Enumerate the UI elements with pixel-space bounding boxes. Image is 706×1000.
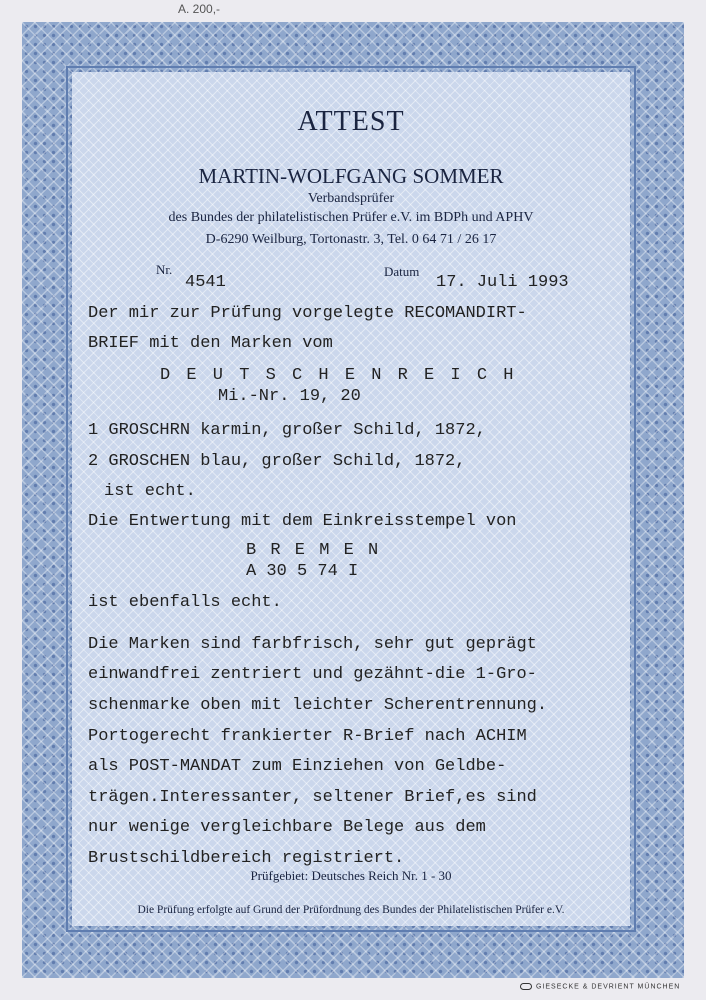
- body-line: BRIEF mit den Marken vom: [88, 334, 333, 353]
- condition-line: Portogerecht frankierter R-Brief nach ACHIM: [88, 727, 527, 746]
- condition-line: schenmarke oben mit leichter Scherentrennung.: [88, 696, 548, 715]
- condition-line: trägen.Interessanter, seltener Brief,es sind: [88, 788, 537, 807]
- certificate-number-label: Nr.: [156, 262, 173, 277]
- certificate-number: 4541: [185, 273, 226, 292]
- examiner-name: MARTIN-WOLFGANG SOMMER: [198, 164, 504, 188]
- printer-name: GIESECKE & DEVRIENT MÜNCHEN: [536, 983, 681, 991]
- stamp-line-1: 1 GROSCHRN karmin, großer Schild, 1872,: [88, 421, 486, 440]
- printer-logo-icon: [520, 983, 532, 990]
- examiner-role: Verbandsprüfer: [307, 191, 395, 206]
- condition-line: nur wenige vergleichbare Belege aus dem: [88, 818, 486, 837]
- stamp-line-2: 2 GROSCHEN blau, großer Schild, 1872,: [88, 452, 466, 471]
- pencil-price-note: A. 200,-: [178, 2, 221, 16]
- body-line: Die Entwertung mit dem Einkreisstempel von: [88, 512, 517, 531]
- issuing-country: D E U T S C H E N R E I C H: [160, 366, 517, 385]
- examination-scope: Prüfgebiet: Deutsches Reich Nr. 1 - 30: [250, 868, 452, 883]
- verdict-genuine: ist echt.: [104, 482, 196, 501]
- body-line: Der mir zur Prüfung vorgelegte RECOMANDIRT-: [88, 304, 527, 323]
- cancel-town: B R E M E N: [246, 541, 381, 560]
- condition-line: Brustschildbereich registriert.: [88, 849, 405, 868]
- examiner-association: des Bundes der philatelistischen Prüfer e.V. im BDPh und APHV: [168, 210, 534, 225]
- verdict-cancel-genuine: ist ebenfalls echt.: [88, 593, 282, 612]
- printer-imprint: [520, 983, 680, 990]
- certificate-panel: [72, 72, 630, 926]
- examiner-address: D-6290 Weilburg, Tortonastr. 3, Tel. 0 64 71 / 26 17: [205, 232, 497, 247]
- condition-line: Die Marken sind farbfrisch, sehr gut geprägt: [88, 635, 537, 654]
- certificate-title: ATTEST: [297, 106, 405, 137]
- condition-line: als POST-MANDAT zum Einziehen von Geldbe-: [88, 757, 507, 776]
- condition-line: einwandfrei zentriert und gezähnt-die 1-Gro-: [88, 665, 537, 684]
- certificate-date: 17. Juli 1993: [436, 273, 569, 292]
- footer-note: Die Prüfung erfolgte auf Grund der Prüfordnung des Bundes der Philatelistischen Prüfer e.V.: [137, 904, 565, 916]
- cancel-date: A 30 5 74 I: [246, 562, 359, 581]
- date-label: Datum: [384, 264, 420, 279]
- catalog-numbers: Mi.-Nr. 19, 20: [218, 387, 361, 406]
